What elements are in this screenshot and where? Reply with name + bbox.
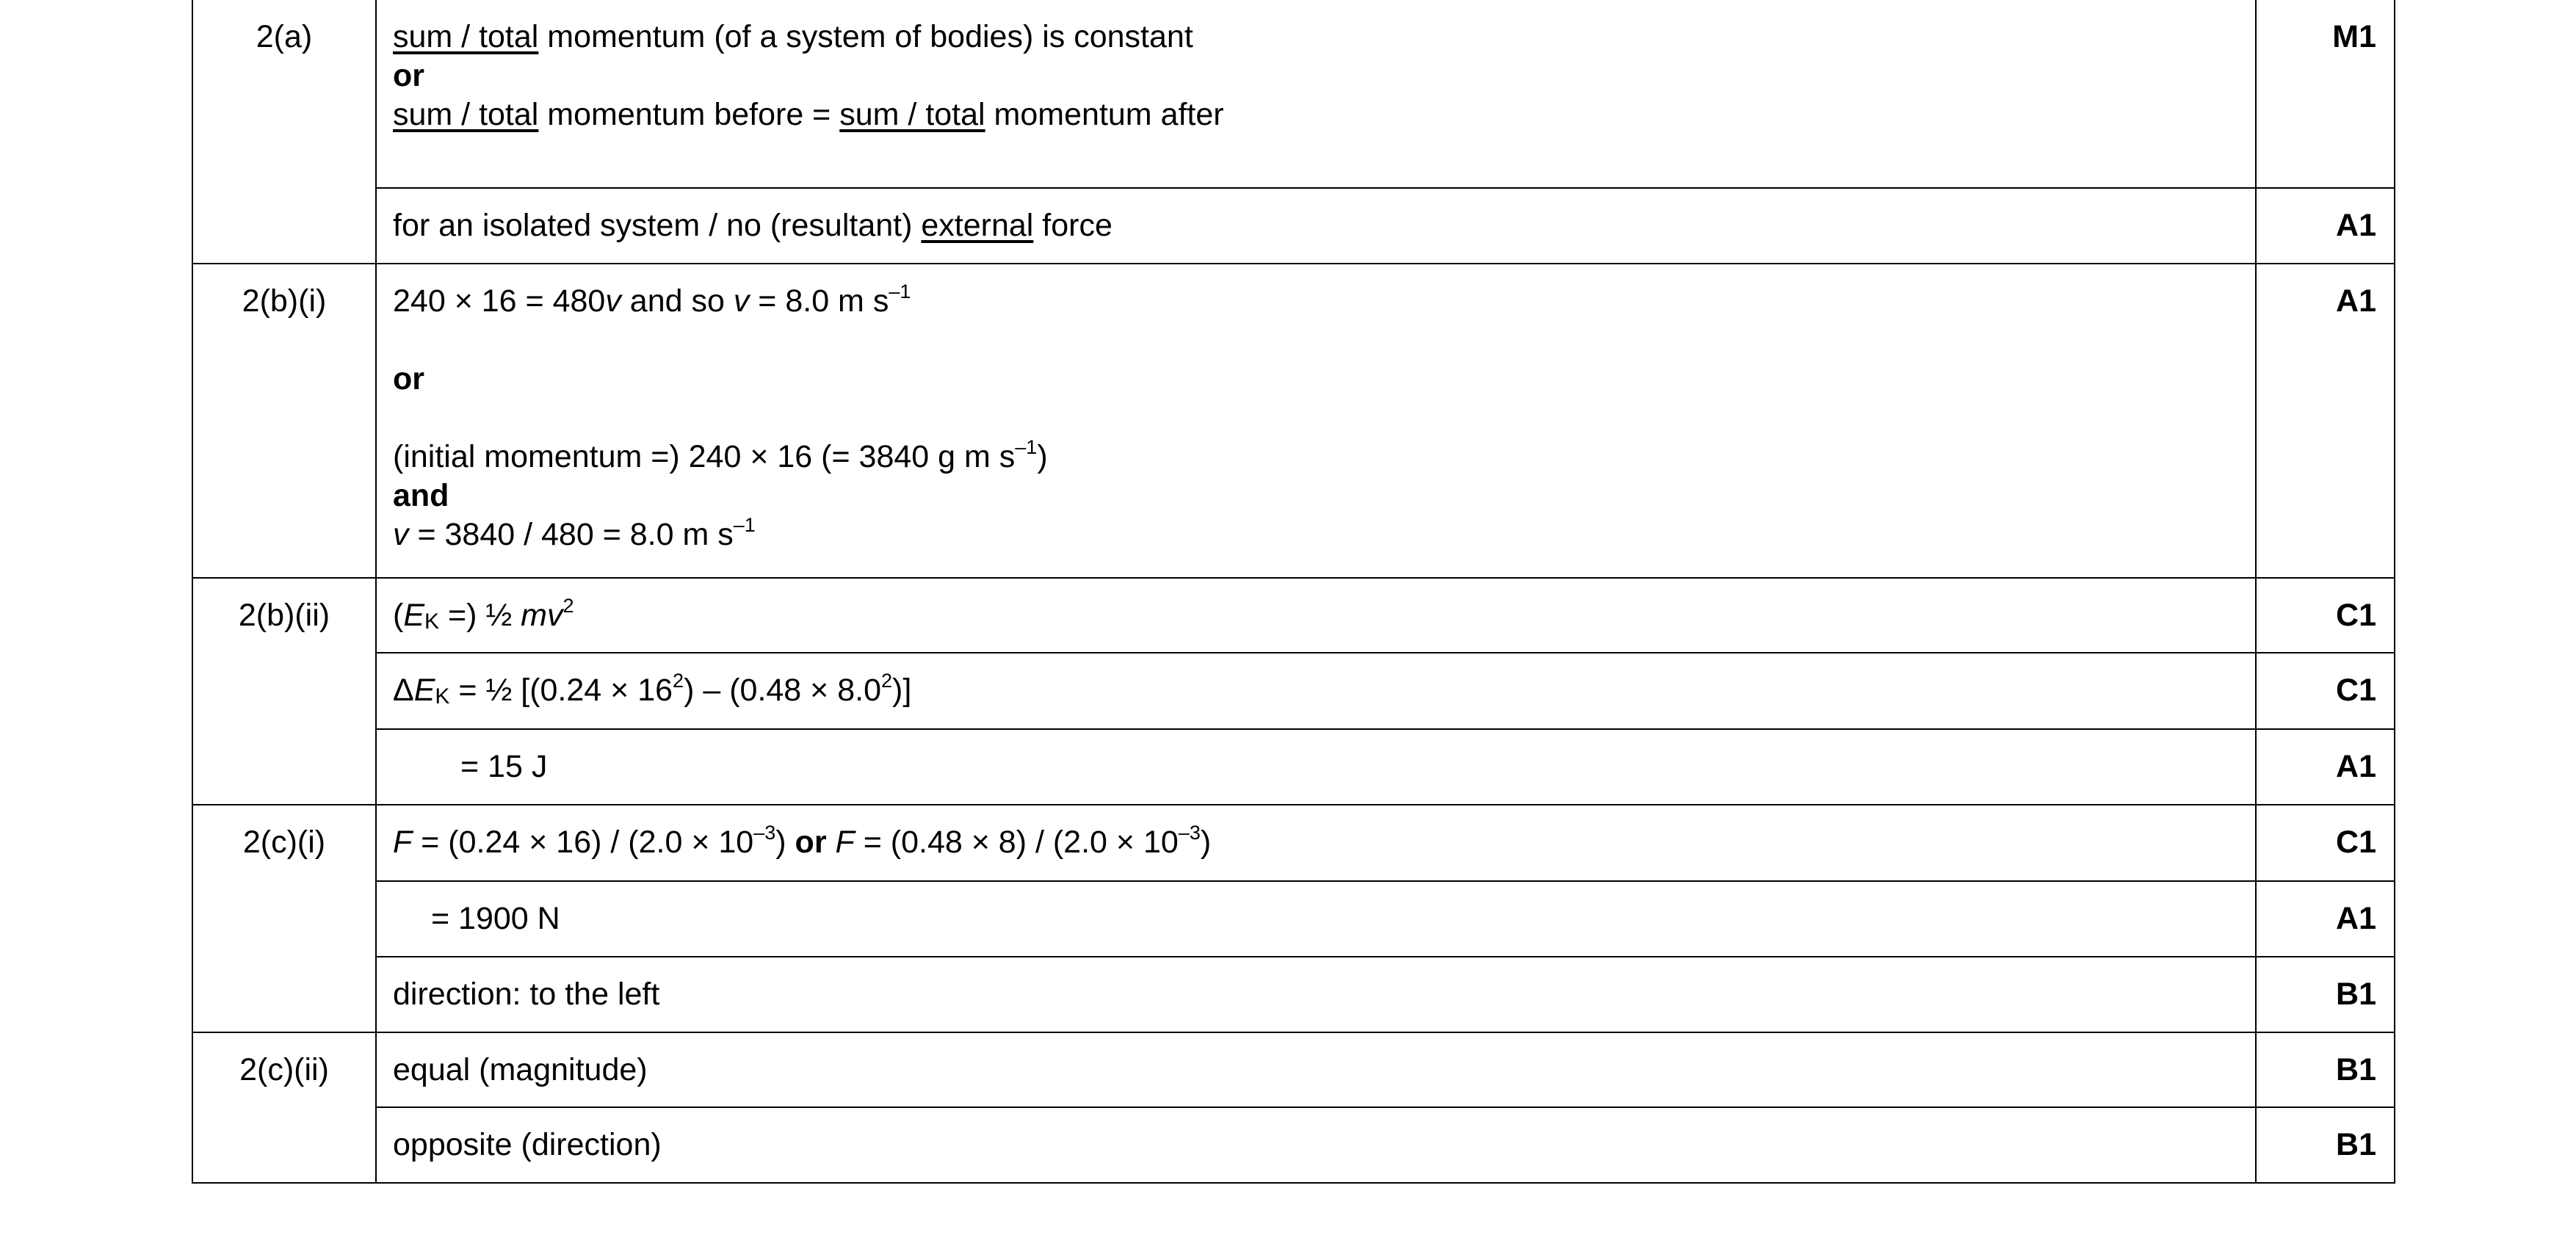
answer-text: momentum before = [538, 97, 840, 132]
table-row [192, 264, 2395, 578]
question-number: 2(b)(i) [192, 264, 376, 578]
answer-cell [376, 0, 2256, 188]
velocity-symbol: v [605, 283, 621, 319]
answer-cell [376, 881, 2256, 957]
answer-line [393, 206, 2255, 245]
answer-line: = 1900 N [431, 901, 560, 936]
answer-text: and so [621, 283, 734, 319]
delta-symbol: Δ [393, 673, 414, 708]
exponent: 2 [673, 670, 684, 692]
or-connector: or [393, 58, 424, 93]
answer-line [393, 515, 2255, 554]
force-symbol: F [835, 825, 855, 860]
spacer [393, 321, 2255, 360]
table-row [192, 578, 2395, 653]
exponent: –3 [753, 822, 776, 844]
table-row [192, 188, 2395, 264]
force-symbol: F [393, 825, 413, 860]
mark-code: C1 [2256, 653, 2395, 729]
mark-code: A1 [2256, 188, 2395, 264]
mark-code: B1 [2256, 1032, 2395, 1107]
table-row [192, 1107, 2395, 1183]
exponent: 2 [562, 595, 574, 617]
answer-cell [376, 729, 2256, 805]
table-row [192, 0, 2395, 188]
energy-symbol: E [403, 598, 425, 633]
answer-text: ( [393, 598, 404, 633]
mark-code: A1 [2256, 264, 2395, 578]
answer-text: ) – (0.48 × 8.0 [684, 673, 881, 708]
answer-text: = (0.48 × 8) / (2.0 × 10 [854, 825, 1179, 860]
answer-line [393, 671, 2255, 710]
answer-cell [376, 957, 2256, 1032]
answer-text: )] [892, 673, 912, 708]
answer-text: ) [1037, 439, 1048, 474]
answer-line: direction: to the left [393, 977, 660, 1012]
subscript: K [424, 609, 440, 634]
answer-line [393, 95, 2255, 134]
answer-line [393, 596, 2255, 635]
exponent: –1 [1015, 436, 1038, 458]
underlined-text: sum / total [839, 97, 985, 132]
mark-code: C1 [2256, 578, 2395, 653]
mark-code: C1 [2256, 805, 2395, 881]
mark-code: B1 [2256, 1107, 2395, 1183]
answer-text: = ½ [(0.24 × 16 [449, 673, 673, 708]
mark-code: A1 [2256, 881, 2395, 957]
and-connector: and [393, 478, 449, 513]
answer-text: momentum (of a system of bodies) is constant [538, 19, 1193, 54]
answer-line: = 15 J [460, 749, 548, 784]
answer-text: for an isolated system / no (resultant) [393, 208, 922, 243]
velocity-symbol: v [733, 283, 750, 319]
answer-line: opposite (direction) [393, 1127, 662, 1162]
answer-cell [376, 1107, 2256, 1183]
answer-line: equal (magnitude) [393, 1052, 648, 1087]
answer-cell [376, 188, 2256, 264]
mark-code: M1 [2256, 0, 2395, 188]
table-row [192, 957, 2395, 1032]
mark-code: B1 [2256, 957, 2395, 1032]
answer-text: force [1033, 208, 1112, 243]
answer-text: ) [775, 825, 795, 860]
answer-text: = 3840 / 480 = 8.0 m s [408, 517, 734, 552]
table-row [192, 653, 2395, 729]
answer-cell [376, 264, 2256, 578]
answer-cell [376, 1032, 2256, 1107]
exponent: –1 [889, 280, 911, 303]
answer-cell [376, 578, 2256, 653]
question-number: 2(c)(i) [192, 805, 376, 1032]
answer-text: 240 × 16 = 480 [393, 283, 606, 319]
question-number: 2(c)(ii) [192, 1032, 376, 1183]
mass-velocity-symbol: mv [521, 598, 563, 633]
answer-cell [376, 653, 2256, 729]
answer-line [393, 18, 2255, 57]
answer-text: = 8.0 m s [749, 283, 889, 319]
underlined-text: sum / total [393, 97, 539, 132]
question-number: 2(a) [192, 0, 376, 264]
answer-text: ) [1200, 825, 1212, 860]
answer-text: (initial momentum =) 240 × 16 (= 3840 g m s [393, 439, 1016, 474]
answer-text: momentum after [985, 97, 1224, 132]
table-row [192, 1032, 2395, 1107]
answer-line [393, 438, 2255, 477]
answer-text: =) ½ [439, 598, 521, 633]
exponent: –3 [1178, 822, 1201, 844]
mark-code: A1 [2256, 729, 2395, 805]
velocity-symbol: v [393, 517, 409, 552]
spacer [393, 399, 2255, 438]
exponent: 2 [881, 670, 893, 692]
question-number: 2(b)(ii) [192, 578, 376, 805]
underlined-text: external [921, 208, 1034, 243]
or-connector: or [795, 825, 827, 860]
subscript: K [435, 684, 450, 709]
table-row [192, 881, 2395, 957]
energy-symbol: E [413, 673, 435, 708]
exponent: –1 [733, 514, 756, 536]
or-connector: or [393, 361, 424, 396]
answer-cell [376, 805, 2256, 881]
underlined-text: sum / total [393, 19, 539, 54]
answer-line [393, 823, 2255, 862]
answer-line [393, 282, 2255, 321]
mark-scheme-table [192, 0, 2395, 1184]
table-row [192, 729, 2395, 805]
table-row [192, 805, 2395, 881]
answer-text: = (0.24 × 16) / (2.0 × 10 [412, 825, 754, 860]
